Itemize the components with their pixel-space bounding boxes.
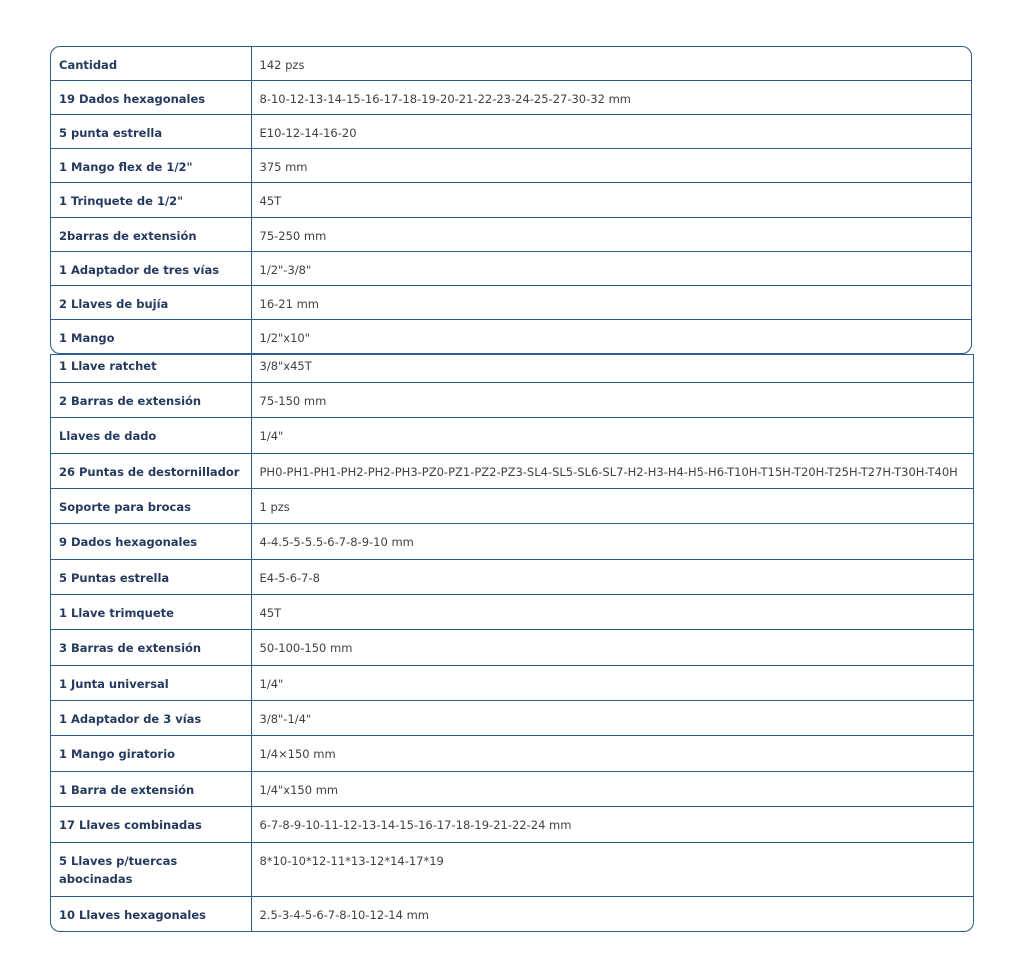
- table-row: [51, 665, 973, 700]
- spec-label: 1 Trinquete de 1/2": [51, 183, 251, 217]
- spec-label: 1 Llave trimquete: [51, 595, 251, 630]
- table-row: [51, 736, 973, 771]
- spec-value: E10-12-14-16-20: [251, 115, 971, 149]
- table-row: [51, 453, 973, 488]
- spec-value: 75-150 mm: [251, 383, 973, 418]
- table-row: [51, 251, 971, 285]
- spec-table-grid: [51, 355, 973, 931]
- spec-label: 1 Adaptador de 3 vías: [51, 701, 251, 736]
- table-row: [51, 418, 973, 453]
- table-row: [51, 355, 973, 383]
- table-row: [51, 115, 971, 149]
- spec-label: 19 Dados hexagonales: [51, 81, 251, 115]
- table-row: [51, 47, 971, 81]
- table-row: [51, 217, 971, 251]
- table-row: [51, 489, 973, 524]
- spec-label: 1 Junta universal: [51, 665, 251, 700]
- spec-label: 3 Barras de extensión: [51, 630, 251, 665]
- spec-value: E4-5-6-7-8: [251, 559, 973, 594]
- spec-label: 1 Adaptador de tres vías: [51, 251, 251, 285]
- spec-table-grid: [51, 47, 971, 353]
- table-row: [51, 383, 973, 418]
- table-row: [51, 842, 973, 896]
- spec-value: 142 pzs: [259, 58, 305, 72]
- table-row: [51, 771, 973, 806]
- spec-label: 2 Llaves de bujía: [51, 285, 251, 319]
- spec-value: 6-7-8-9-10-11-12-13-14-15-16-17-18-19-21-22-24 mm: [251, 807, 973, 842]
- spec-label: 17 Llaves combinadas: [51, 807, 251, 842]
- table-row: [51, 630, 973, 665]
- table-row: [51, 701, 973, 736]
- spec-label: 9 Dados hexagonales: [51, 524, 251, 559]
- spec-value: 375 mm: [251, 149, 971, 183]
- spec-label: 5 Puntas estrella: [51, 559, 251, 594]
- spec-value: 3/8"x45T: [259, 359, 312, 373]
- table-row: [51, 524, 973, 559]
- table-row: [51, 896, 973, 931]
- spec-value: 1/2"x10": [251, 319, 971, 353]
- spec-label: 5 Llaves p/tuercas abocinadas: [51, 842, 251, 896]
- spec-label: 5 punta estrella: [51, 115, 251, 149]
- spec-value: 75-250 mm: [251, 217, 971, 251]
- table-row: [51, 319, 971, 353]
- spec-value: 45T: [251, 183, 971, 217]
- spec-value: 1/4"x150 mm: [251, 771, 973, 806]
- spec-label: 26 Puntas de destornillador: [51, 453, 251, 488]
- spec-value: 1/4": [251, 418, 973, 453]
- spec-value: 3/8"-1/4": [251, 701, 973, 736]
- spec-table-top: [50, 46, 972, 354]
- table-row: [51, 559, 973, 594]
- spec-value: 1/4×150 mm: [251, 736, 973, 771]
- table-row: [51, 807, 973, 842]
- spec-table-bottom: [50, 354, 974, 932]
- spec-value: 8*10-10*12-11*13-12*14-17*19: [251, 842, 973, 896]
- spec-label: Cantidad: [51, 47, 251, 81]
- spec-label: Llaves de dado: [51, 418, 251, 453]
- spec-label: 1 Barra de extensión: [51, 771, 251, 806]
- spec-value: 1/2"-3/8": [251, 251, 971, 285]
- spec-value: 16-21 mm: [251, 285, 971, 319]
- spec-label: 1 Mango: [51, 319, 251, 353]
- spec-label: 1 Mango giratorio: [51, 736, 251, 771]
- spec-value: 2.5-3-4-5-6-7-8-10-12-14 mm: [251, 896, 973, 931]
- spec-value: PH0-PH1-PH1-PH2-PH2-PH3-PZ0-PZ1-PZ2-PZ3-SL4-SL5-SL6-SL7-H2-H3-H4-H5-H6-T10H-T15H-T20H-T25H-T27H-T30H-T40H: [251, 453, 973, 488]
- spec-value: 50-100-150 mm: [251, 630, 973, 665]
- spec-value: 1/4": [251, 665, 973, 700]
- spec-label: 2barras de extensión: [51, 217, 251, 251]
- spec-label: Soporte para brocas: [51, 489, 251, 524]
- spec-label: 10 Llaves hexagonales: [51, 896, 251, 931]
- spec-value: 45T: [251, 595, 973, 630]
- spec-label: 2 Barras de extensión: [51, 383, 251, 418]
- spec-value: 1 pzs: [251, 489, 973, 524]
- table-row: [51, 149, 971, 183]
- table-row: [51, 285, 971, 319]
- spec-value: 4-4.5-5-5.5-6-7-8-9-10 mm: [251, 524, 973, 559]
- table-row: [51, 183, 971, 217]
- table-row: [51, 81, 971, 115]
- table-row: [51, 595, 973, 630]
- spec-value: 8-10-12-13-14-15-16-17-18-19-20-21-22-23-24-25-27-30-32 mm: [251, 81, 971, 115]
- spec-label: 1 Mango flex de 1/2": [51, 149, 251, 183]
- spec-label: 1 Llave ratchet: [51, 355, 251, 383]
